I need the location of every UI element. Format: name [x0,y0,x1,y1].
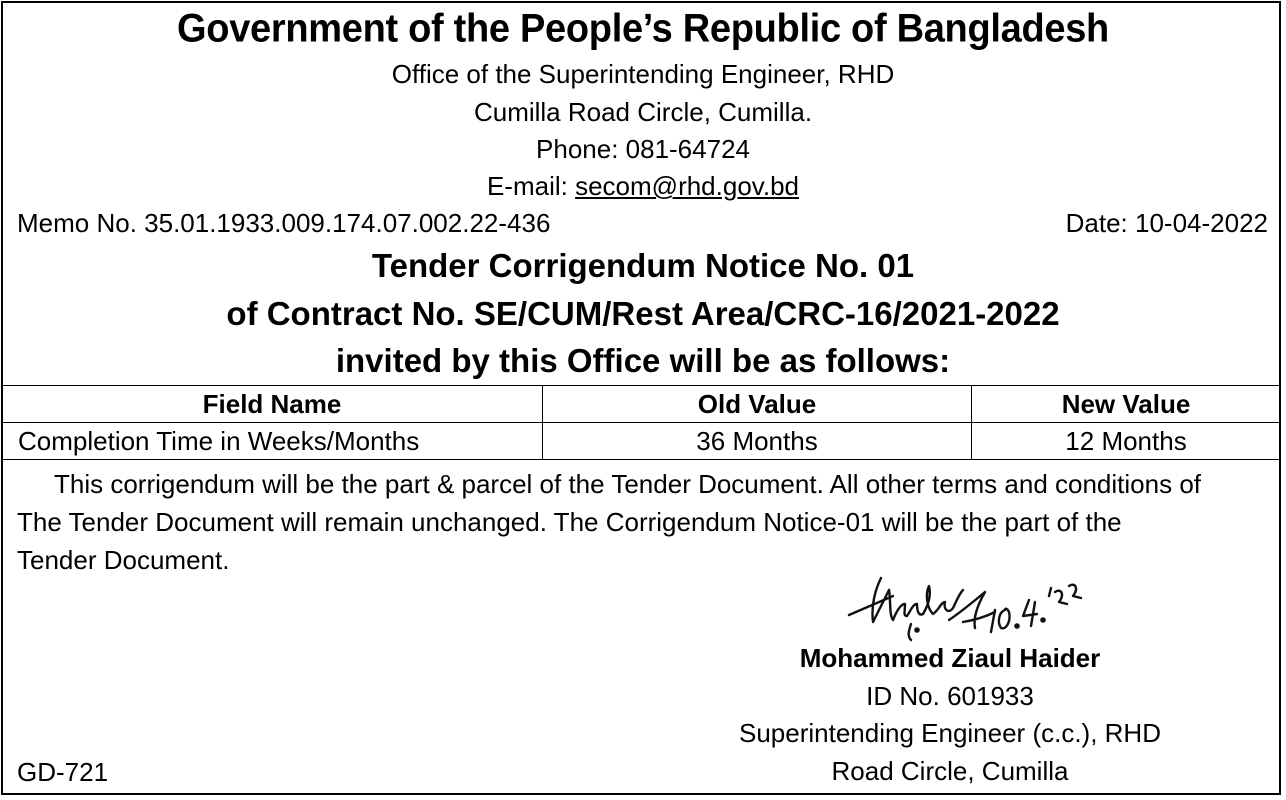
cell-new-value: 12 Months [972,423,1281,460]
notice-contract: of Contract No. SE/CUM/Rest Area/CRC-16/2021-2022 [226,295,1060,332]
signatory-location: Road Circle, Cumilla [831,755,1069,786]
notice-subtitle: invited by this Office will be as follows: [335,342,951,379]
table-row [2,423,1281,460]
header-old-value: Old Value [543,386,972,423]
signatory-block [700,640,1200,790]
office-circle: Cumilla Road Circle, Cumilla. [473,97,813,127]
footer-code: GD-721 [17,757,109,787]
memo-number: Memo No. 35.01.1933.009.174.07.002.22-436 [17,208,551,238]
paragraph-line-2: The Tender Document will remain unchanged. The Corrigendum Notice-01 will be the part of the [17,507,1122,537]
office-email-line [0,171,1286,202]
paragraph-line-1: This corrigendum will be the part & parcel of the Tender Document. All other terms and conditions of [54,469,1201,499]
corrigendum-table [1,385,1281,460]
signatory-id: ID No. 601933 [866,680,1034,711]
header-new-value: New Value [972,386,1281,423]
notice-title: Tender Corrigendum Notice No. 01 [371,247,915,284]
handwritten-signature [845,560,1085,650]
cell-old-value: 36 Months [543,423,972,460]
office-name: Office of the Superintending Engineer, RHD [391,59,895,89]
signatory-name: Mohammed Ziaul Haider [799,643,1101,673]
header-field-name: Field Name [2,386,543,423]
office-phone: Phone: 081-64724 [536,134,750,164]
table-header-row [2,386,1281,423]
signatory-designation: Superintending Engineer (c.c.), RHD [739,718,1161,748]
email-label: E-mail: [486,171,576,201]
cell-field-name: Completion Time in Weeks/Months [2,423,543,460]
email-link[interactable]: secom@rhd.gov.bd [575,171,800,201]
paragraph-line-3: Tender Document. [17,545,230,575]
government-title: Government of the People’s Republic of Bangladesh [177,6,1109,52]
memo-date: Date: 10-04-2022 [1065,208,1268,238]
